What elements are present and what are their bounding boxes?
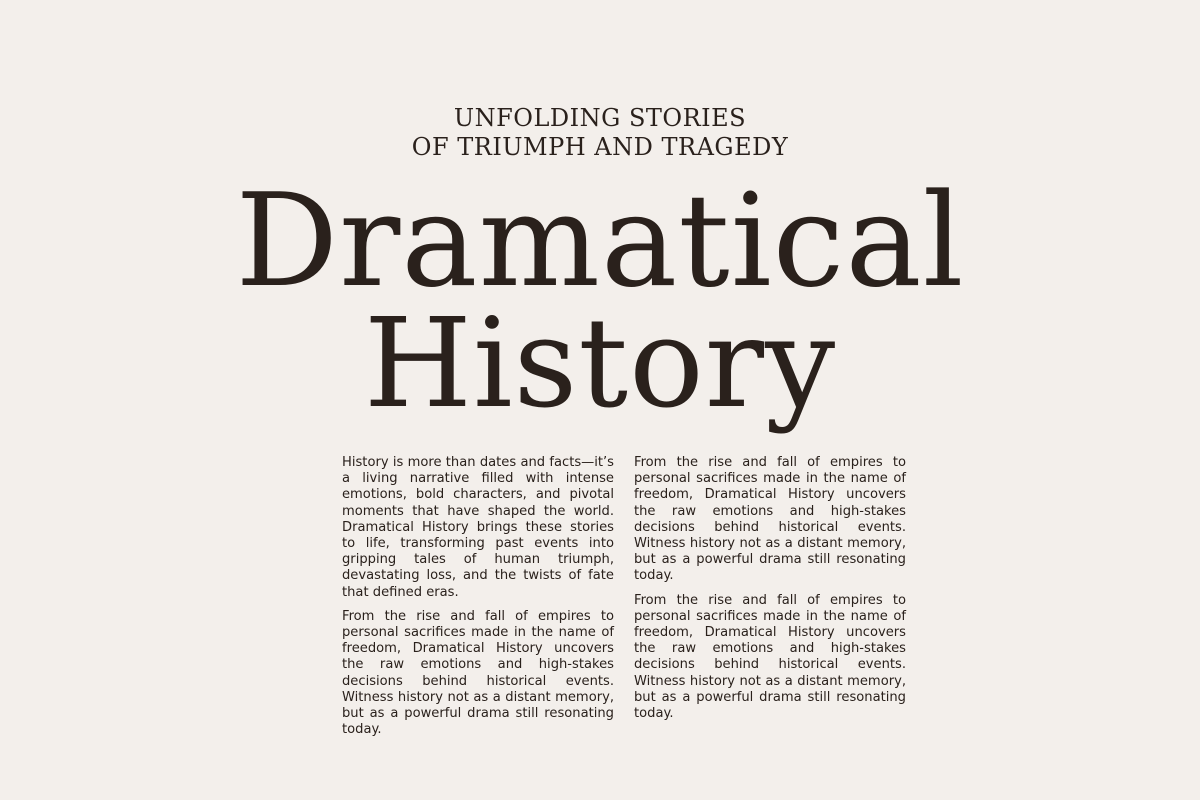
body-paragraph: From the rise and fall of empires to personal sacrifices made in the name of freedom, Dramatical History uncovers the raw emotions and high-stakes decisions behind historical events. Witness history not as a distant memory, but as a powerful drama still resonating today. [634, 592, 906, 722]
body-column-right [634, 455, 906, 730]
kicker-line-2: OF TRIUMPH AND TRAGEDY [411, 133, 789, 161]
body-paragraph: From the rise and fall of empires to personal sacrifices made in the name of freedom, Dramatical History uncovers the raw emotions and high-stakes decisions behind historical events. Witness history not as a distant memory, but as a powerful drama still resonating today. [342, 608, 614, 738]
headline-line-2: History [363, 292, 837, 436]
kicker-line-1: UNFOLDING STORIES [453, 104, 747, 132]
kicker-heading [0, 104, 1200, 162]
headline-line-1: Dramatical [235, 167, 965, 316]
body-paragraph: From the rise and fall of empires to personal sacrifices made in the name of freedom, Dramatical History uncovers the raw emotions and high-stakes decisions behind historical events. Witness history not as a distant memory, but as a powerful drama still resonating today. [634, 455, 906, 584]
body-paragraph: History is more than dates and facts—it’s a living narrative filled with intense emotions, bold characters, and pivotal moments that have shaped the world. Dramatical History brings these stories to life, transforming past events into gripping tales of human triumph, devastating loss, and the twists of fate that defined eras. [342, 455, 614, 600]
body-column-left [342, 455, 614, 746]
